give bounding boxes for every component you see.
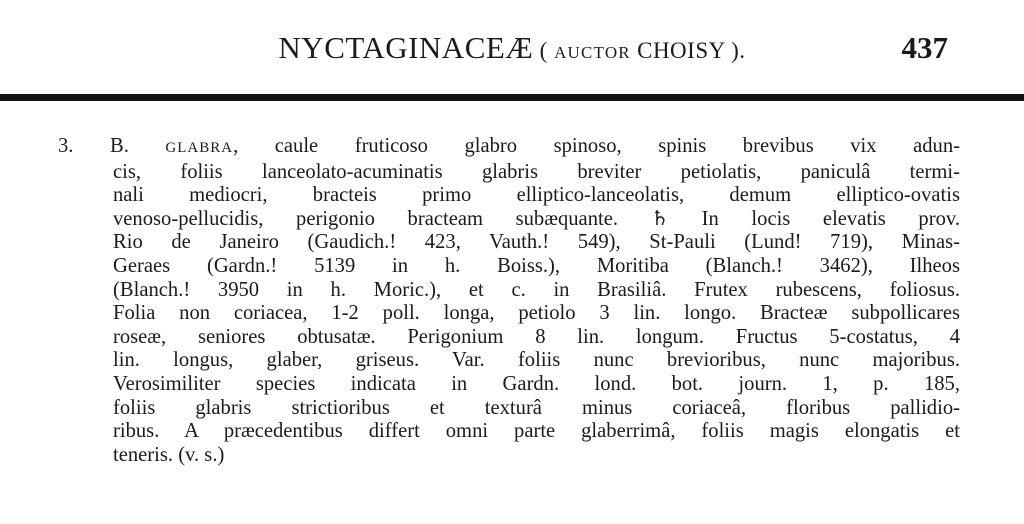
- text-line: teneris. (v. s.): [113, 443, 225, 466]
- text-line: venoso-pellucidis, perigonio bracteam subæquante. ♄ In locis elevatis prov.: [113, 207, 960, 230]
- text-line: foliis glabris strictioribus et texturâ minus coriaceâ, floribus pallidio-: [113, 396, 960, 419]
- text-line: ribus. A præcedentibus differt omni parte glaberrimâ, foliis magis elongatis et: [113, 420, 960, 443]
- text-line: cis, foliis lanceolato-acuminatis glabris breviter petiolatis, paniculâ termi-: [113, 160, 960, 183]
- entry-line-1: [58, 135, 960, 161]
- page-number: 437: [901, 30, 948, 65]
- entry-number: 3. B.: [58, 135, 166, 157]
- text-line: , caule fruticoso glabro spinoso, spinis brevibus vix adun-: [233, 135, 960, 157]
- species-entry: [58, 135, 960, 467]
- family-name: NYCTAGINACEÆ: [278, 30, 534, 65]
- paren-open: (: [533, 38, 555, 63]
- text-line: nali mediocri, bracteis primo elliptico-lanceolatis, demum elliptico-ovatis: [113, 184, 960, 207]
- text-line: roseæ, seniores obtusatæ. Perigonium 8 lin. longum. Fructus 5-costatus, 4: [113, 325, 960, 348]
- paren-close: ).: [724, 38, 746, 63]
- text-line: Rio de Janeiro (Gaudich.! 423, Vauth.! 549), St-Pauli (Lund! 719), Minas-: [113, 231, 960, 254]
- author-name: CHOISY: [630, 38, 725, 63]
- text-line: Geraes (Gardn.! 5139 in h. Boiss.), Moritiba (Blanch.! 3462), Ilheos: [113, 254, 960, 277]
- species-name: GLABRA: [165, 140, 234, 156]
- text-line: Verosimiliter species indicata in Gardn. lond. bot. journ. 1, p. 185,: [113, 372, 960, 395]
- text-line: lin. longus, glaber, griseus. Var. foliis nunc brevioribus, nunc majoribus.: [113, 349, 960, 372]
- auctor-label: AUCTOR: [554, 43, 631, 62]
- text-line: Folia non coriacea, 1-2 poll. longa, petiolo 3 lin. longo. Bracteæ subpollicares: [113, 302, 960, 325]
- running-header: [0, 30, 1024, 66]
- text-line: (Blanch.! 3950 in h. Moric.), et c. in Brasiliâ. Frutex rubescens, foliosus.: [113, 278, 960, 301]
- header-rule: [0, 94, 1024, 101]
